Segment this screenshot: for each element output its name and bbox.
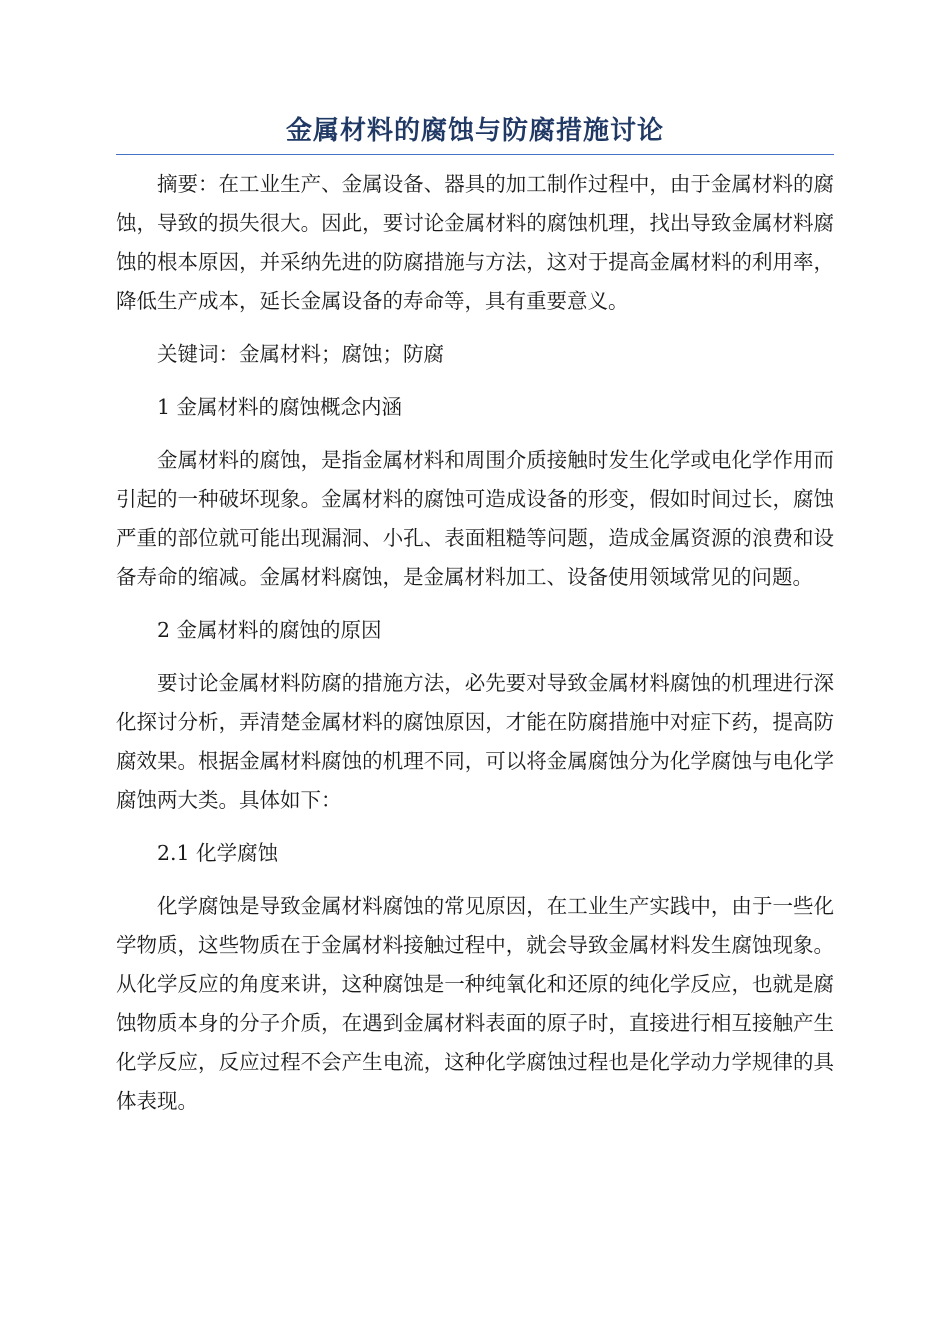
- section-heading-1: 1 金属材料的腐蚀概念内涵: [157, 395, 403, 419]
- section-heading-2-1: 2.1 化学腐蚀: [157, 841, 279, 865]
- section-body-1: 金属材料的腐蚀，是指金属材料和周围介质接触时发生化学或电化学作用而引起的一种破坏现象。金属材料的腐蚀可造成设备的形变，假如时间过长，腐蚀严重的部位就可能出现漏洞、小孔、表面粗糙等问题，造成金属资源的浪费和设备寿命的缩减。金属材料腐蚀，是金属材料加工、设备使用领域常见的问题。: [116, 448, 834, 589]
- abstract-paragraph: 摘要：在工业生产、金属设备、器具的加工制作过程中，由于金属材料的腐蚀，导致的损失很大。因此，要讨论金属材料的腐蚀机理，找出导致金属材料腐蚀的根本原因，并采纳先进的防腐措施与方法，这对于提高金属材料的利用率，降低生产成本，延长金属设备的寿命等，具有重要意义。: [116, 172, 834, 313]
- section-body-2-1: 化学腐蚀是导致金属材料腐蚀的常见原因，在工业生产实践中，由于一些化学物质，这些物质在于金属材料接触过程中，就会导致金属材料发生腐蚀现象。从化学反应的角度来讲，这种腐蚀是一种纯氧化和还原的纯化学反应，也就是腐蚀物质本身的分子介质，在遇到金属材料表面的原子时，直接进行相互接触产生化学反应，反应过程不会产生电流，这种化学腐蚀过程也是化学动力学规律的具体表现。: [116, 894, 834, 1113]
- section-heading-2: 2 金属材料的腐蚀的原因: [157, 618, 382, 642]
- document-page: [116, 108, 834, 1135]
- keywords-line: 关键词：金属材料；腐蚀；防腐: [157, 342, 444, 366]
- page-title: 金属材料的腐蚀与防腐措施讨论: [285, 116, 664, 146]
- section-body-2: 要讨论金属材料防腐的措施方法，必先要对导致金属材料腐蚀的机理进行深化探讨分析，弄清楚金属材料的腐蚀原因，才能在防腐措施中对症下药，提高防腐效果。根据金属材料腐蚀的机理不同，可以将金属腐蚀分为化学腐蚀与电化学腐蚀两大类。具体如下：: [116, 671, 834, 812]
- title-divider: [116, 154, 834, 155]
